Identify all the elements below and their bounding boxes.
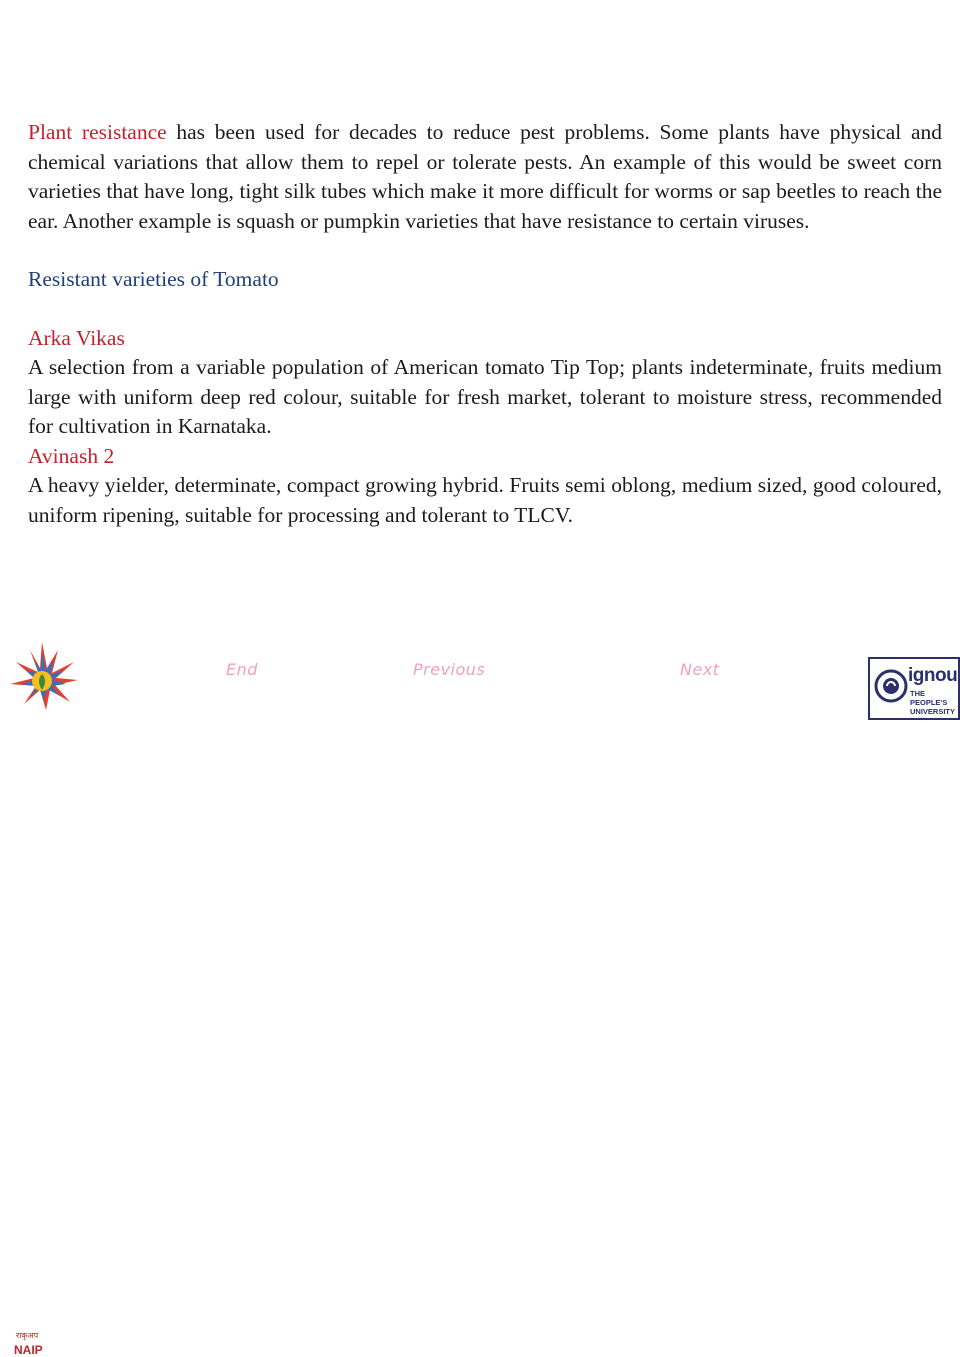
variety-name-arka-vikas: Arka Vikas: [28, 325, 125, 350]
ignou-logo: [868, 657, 960, 720]
ignou-tagline-line2: UNIVERSITY: [910, 707, 956, 716]
section-heading: Resistant varieties of Tomato: [28, 267, 279, 291]
ignou-wordmark: ignou: [908, 665, 958, 686]
intro-text: has been used for decades to reduce pest problems. Some plants have physical and chemical variations that allow them to repel or tolerate pests. An example of this would be sweet corn varieties that have long, tight silk tubes which make it more difficult for worms or sap beetles to reach the ear. Another example is squash or pumpkin varieties that have resistance to certain viruses.: [28, 120, 942, 233]
intro-paragraph: [28, 118, 942, 236]
variety-description-avinash-2: A heavy yielder, determinate, compact growing hybrid. Fruits semi oblong, medium sized, good coloured, uniform ripening, suitable for processing and tolerant to TLCV.: [28, 473, 942, 527]
naip-star-icon: [0, 640, 100, 720]
naip-hindi-label: राकृअप: [16, 1331, 39, 1340]
ignou-tagline: [910, 689, 958, 716]
end-link[interactable]: End: [226, 660, 258, 679]
variety-name-avinash-2: Avinash 2: [28, 443, 115, 468]
naip-logo: [0, 640, 100, 1357]
variety-description-arka-vikas: A selection from a variable population of American tomato Tip Top; plants indeterminate, fruits medium large with uniform deep red colour, suitable for fresh market, tolerant to moisture stress, recommended for cultivation in Karnataka.: [28, 355, 942, 438]
naip-label: NAIP: [14, 1343, 43, 1357]
next-link[interactable]: Next: [680, 660, 720, 679]
ignou-emblem-icon: [874, 669, 908, 703]
ignou-tagline-line1: THE PEOPLE'S: [910, 689, 948, 707]
intro-highlight: Plant resistance: [28, 120, 167, 144]
slide-content: [28, 118, 942, 530]
previous-link[interactable]: Previous: [413, 660, 486, 679]
